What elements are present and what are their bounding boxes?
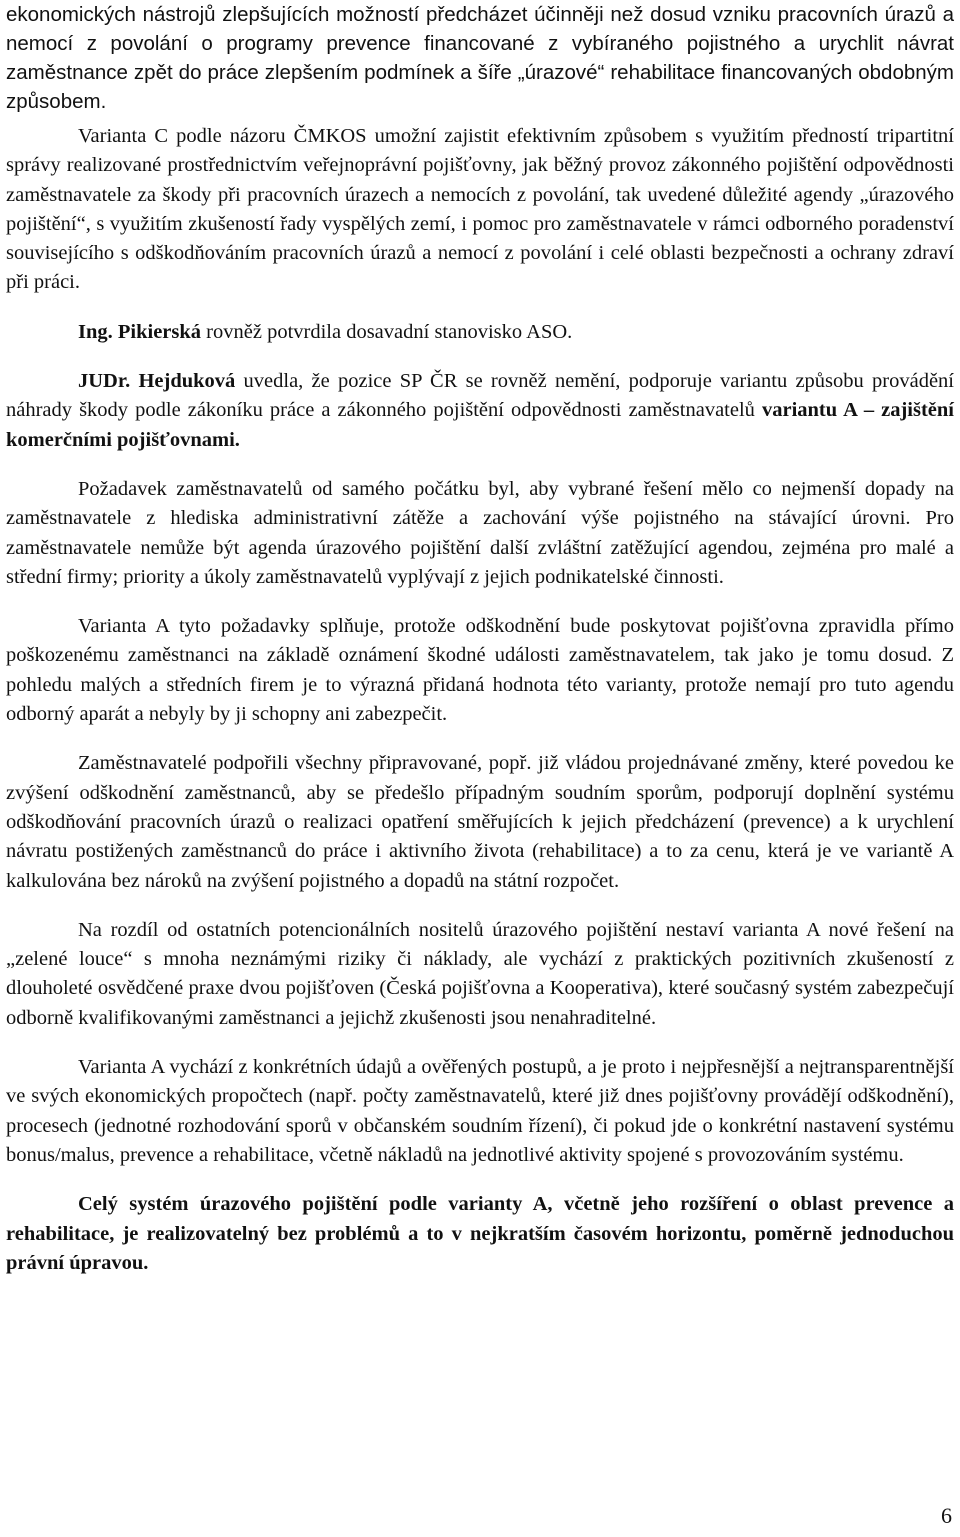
page-number: 6 bbox=[941, 1503, 952, 1528]
paragraph-text: rovněž potvrdila dosavadní stanovisko ASO. bbox=[201, 320, 573, 343]
document-page bbox=[6, 0, 954, 1278]
paragraph-text: uvedla, že pozice SP ČR se rovněž nemění, podporuje variantu způsobu provádění náhrady škody podle zákoníku práce a zákonného pojištění odpovědnosti zaměstnavatelů bbox=[6, 370, 954, 422]
speaker-title: JUDr. bbox=[78, 370, 131, 393]
paragraph-hejdukova bbox=[6, 367, 954, 455]
paragraph-employer-requirement: Požadavek zaměstnavatelů od samého počátku byl, aby vybrané řešení mělo co nejmenší dopady na zaměstnavatele z hlediska administrativní zátěže a zachování výše pojistného na stávající úrovni. Pro zaměstnavatele nemůže být agenda úrazového pojištění další zvláštní zatěžující agendou, zejména pro malé a střední firmy; priority a úkoly zaměstnavatelů vyplývají z jejich podnikatelské činnosti. bbox=[6, 477, 954, 588]
conclusion-text: Celý systém úrazového pojištění podle varianty A, včetně jeho rozšíření o oblast prevence a rehabilitace, je realizovatelný bez problémů a to v nejkratším časovém horizontu, poměrně jednoduchou právní úpravou. bbox=[6, 1193, 954, 1274]
paragraph-variant-a-requirements: Varianta A tyto požadavky splňuje, protože odškodnění bude poskytovat pojišťovna zpravidla přímo poškozenému zaměstnanci na základě oznámení škodné události zaměstnavatelem, tak jako je tomu dosud. Z pohledu malých a středních firem je to výrazná přidaná hodnota této varianty, protože nemají pro tuto agendu odborný aparát a nebyly by ji schopny ani zabezpečit. bbox=[6, 615, 954, 726]
paragraph-variant-c: Varianta C podle názoru ČMKOS umožní zajistit efektivním způsobem s využitím předností tripartitní správy realizované prostřednictvím veřejnoprávní pojišťovny, jak běžný provoz zákonného pojištění odpovědnosti zaměstnavatele za škody při pracovních úrazech a nemocích z povolání, tak uvedené důležité agendy „úrazového pojištění“, s využitím zkušeností řady vyspělých zemí, i pomoc pro zaměstnavatele v rámci odborného poradenství souvisejícího s odškodňováním pracovních úrazů a nemocí z povolání i celé oblasti bezpečnosti a ochrany zdraví při práci. bbox=[6, 125, 954, 294]
paragraph-variant-a-data: Varianta A vychází z konkrétních údajů a ověřených postupů, a je proto i nejpřesnější a nejtransparentnější ve svých ekonomických propočtech (např. počty zaměstnavatelů, které již dnes pojišťovny provádějí odškodnění), procesech (jednotné rozhodování sporů v občanském soudním řízení), či pokud jde o konkrétní nastavení systému bonus/malus, prevence a rehabilitace, včetně nákladů na jednotlivé aktivity spojené s provozováním systému. bbox=[6, 1056, 954, 1166]
intro-paragraph: ekonomických nástrojů zlepšujících možností předcházet účinněji než dosud vzniku pracovních úrazů a nemocí z povolání o programy prevence financované z vybíraného pojistného a urychlit návrat zaměstnance zpět do práce zlepšením podmínek a šíře „úrazové“ rehabilitace financovaných obdobným způsobem. bbox=[6, 3, 954, 113]
paragraph-difference: Na rozdíl od ostatních potencionálních nositelů úrazového pojištění nestaví varianta A nové řešení na „zelené louce“ s mnoha neznámými riziky či náklady, ale vychází z praktických pozitivních zkušeností z dlouholeté osvědčené praxe dvou pojišťoven (Česká pojišťovna a Kooperativa), které současný systém zabezpečují odborně kvalifikovanými zaměstnanci a jejichž zkušenosti jsou nenahraditelné. bbox=[6, 918, 954, 1029]
variant-a-emphasis: variantu A – zajištění komerčními pojišťovnami. bbox=[6, 399, 954, 451]
paragraph-employers-support: Zaměstnavatelé podpořili všechny připravované, popř. již vládou projednávané změny, které povedou ke zvýšení odškodnění zaměstnanců, aby se předešlo případným soudním sporům, podporují doplnění systému odškodňování pracovních úrazů o realizaci opatření směřujících k jejich předcházení (prevence) a k urychlení návratu postižených zaměstnanců do práce i aktivního života (rehabilitace) a to za cenu, která je ve variantě A kalkulována bez nároků na zvýšení pojistného a dopadů na státní rozpočet. bbox=[6, 752, 954, 892]
speaker-name: Pikierská bbox=[117, 320, 202, 343]
paragraph-pikierska bbox=[6, 318, 954, 347]
speaker-name: Hejduková bbox=[138, 370, 236, 393]
speaker-title: Ing. bbox=[78, 320, 113, 343]
paragraph-conclusion bbox=[6, 1190, 954, 1278]
